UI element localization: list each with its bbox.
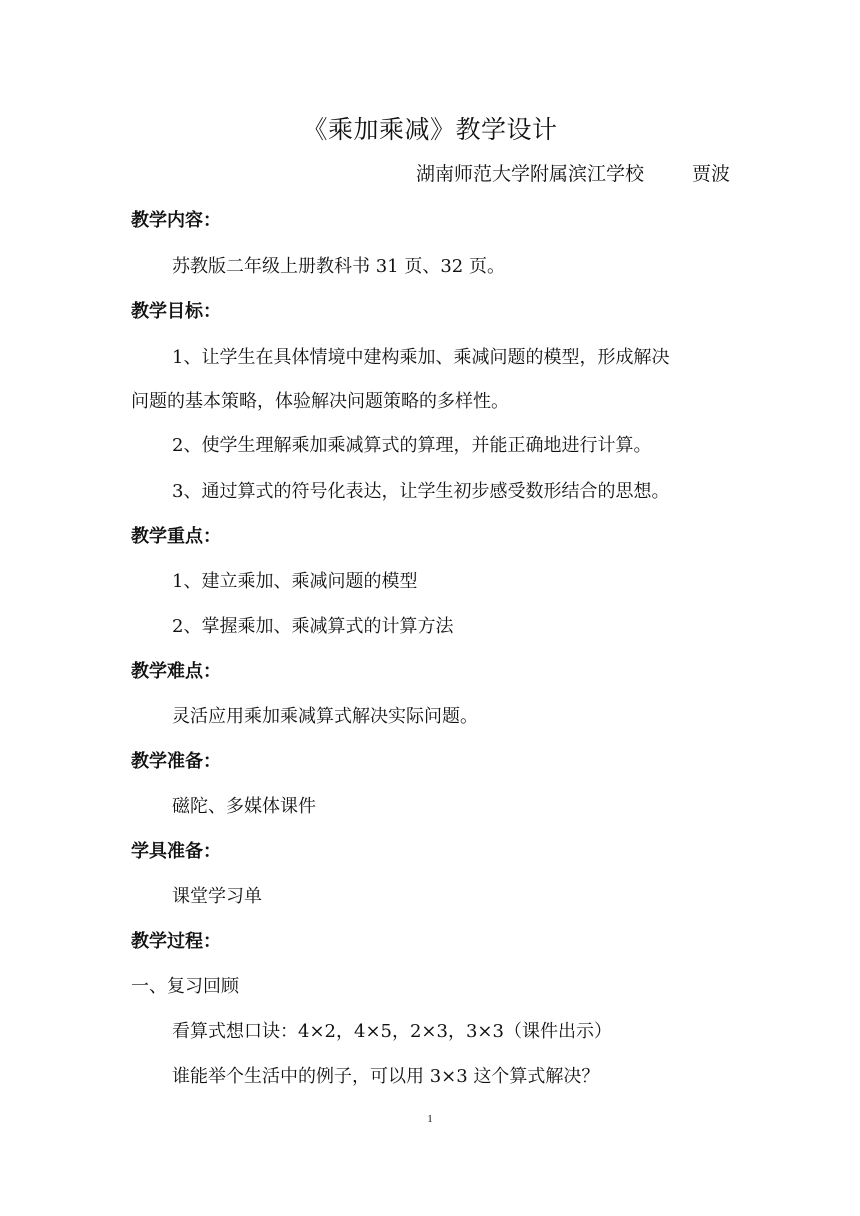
student-prep-heading: 学具准备： xyxy=(131,841,221,862)
page-number: 1 xyxy=(427,1113,433,1125)
goal-2: 2、使学生理解乘加乘减算式的算理，并能正确地进行计算。 xyxy=(172,435,652,456)
content-text: 苏教版二年级上册教科书 31 页、32 页。 xyxy=(172,256,505,277)
goal-1-line-1: 1、让学生在具体情境中建构乘加、乘减问题的模型，形成解决 xyxy=(172,347,670,368)
process-heading: 教学过程： xyxy=(131,931,221,952)
goal-1-line-2: 问题的基本策略，体验解决问题策略的多样性。 xyxy=(131,391,509,412)
step-1-heading: 一、复习回顾 xyxy=(131,976,239,997)
step-1-line-1: 看算式想口诀：4×2，4×5，2×3，3×3（课件出示） xyxy=(172,1021,612,1042)
goals-heading: 教学目标： xyxy=(131,301,221,322)
key-point-2: 2、掌握乘加、乘减算式的计算方法 xyxy=(172,616,454,637)
content-heading: 教学内容： xyxy=(131,210,221,231)
key-point-1: 1、建立乘加、乘减问题的模型 xyxy=(172,571,418,592)
document-title: 《乘加乘减》教学设计 xyxy=(302,115,558,144)
student-prep-text: 课堂学习单 xyxy=(172,886,262,907)
key-heading: 教学重点： xyxy=(131,526,221,547)
goal-3: 3、通过算式的符号化表达，让学生初步感受数形结合的思想。 xyxy=(172,481,670,502)
author-name: 贾波 xyxy=(691,163,730,185)
difficulty-text: 灵活应用乘加乘减算式解决实际问题。 xyxy=(172,706,478,727)
school-name: 湖南师范大学附属滨江学校 xyxy=(415,163,644,185)
step-1-line-2: 谁能举个生活中的例子，可以用 3×3 这个算式解决？ xyxy=(172,1066,600,1087)
prep-text: 磁陀、多媒体课件 xyxy=(172,796,316,817)
difficulty-heading: 教学难点： xyxy=(131,661,221,682)
author-line xyxy=(416,159,730,186)
prep-heading: 教学准备： xyxy=(131,751,221,772)
